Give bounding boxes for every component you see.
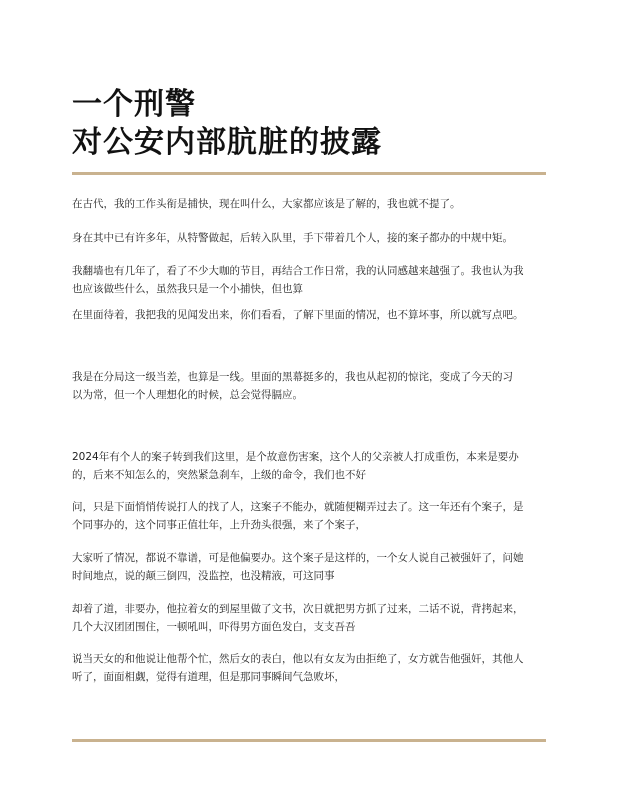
paragraph-line: 说当天女的和他说让他帮个忙，然后女的表白，他以有女友为由拒绝了，女方就告他强奸，其他人	[72, 653, 524, 665]
paragraph-line: 在里面待着，我把我的见闻发出来，你们看看，了解下里面的情况，也不算坏事，所以就写点吧。	[72, 309, 524, 321]
paragraph-1	[72, 195, 548, 213]
paragraph-line: 以为常，但一个人理想化的时候，总会觉得膈应。	[72, 389, 303, 401]
paragraph-line: 我是在分局这一级当差，也算是一线。里面的黑幕挺多的，我也从起初的惊诧，变成了今天的习	[72, 371, 513, 383]
paragraph-line: 2024年有个人的案子转到我们这里，是个故意伤害案，这个人的父亲被人打成重伤，本来是要办	[72, 451, 519, 463]
top-divider	[72, 172, 546, 175]
paragraph-7	[72, 498, 548, 534]
bottom-divider	[72, 739, 546, 742]
paragraph-6	[72, 448, 548, 484]
paragraph-line: 时间地点，说的颠三倒四，没监控，也没精液，可这同事	[72, 570, 335, 582]
paragraph-line: 个同事办的，这个同事正值壮年，上升劲头很强，来了个案子，	[72, 519, 366, 531]
paragraph-line: 身在其中已有许多年，从特警做起，后转入队里，手下带着几个人，接的案子都办的中规中矩。	[72, 232, 513, 244]
paragraph-9	[72, 600, 548, 636]
paragraph-3	[72, 262, 548, 298]
paragraph-5	[72, 368, 548, 404]
title-line-2: 对公安内部肮脏的披露	[72, 125, 382, 160]
paragraph-line: 大家听了情况，都说不靠谱，可是他偏要办。这个案子是这样的，一个女人说自己被强奸了，问她	[72, 552, 524, 564]
paragraph-8	[72, 549, 548, 585]
document-title	[72, 86, 382, 162]
title-line-1: 一个刑警	[72, 87, 196, 122]
paragraph-10	[72, 650, 548, 686]
paragraph-line: 在古代，我的工作头衔是捕快，现在叫什么，大家都应该是了解的，我也就不提了。	[72, 198, 461, 210]
paragraph-line: 我翻墙也有几年了，看了不少大咖的节目，再结合工作日常，我的认同感越来越强了。我也认为我	[72, 265, 524, 277]
paragraph-2	[72, 229, 548, 247]
paragraph-line: 问，只是下面悄悄传说打人的找了人，这案子不能办，就随便糊弄过去了。这一年还有个案子，是	[72, 501, 524, 513]
paragraph-4	[72, 306, 548, 324]
paragraph-line: 的，后来不知怎么的，突然紧急刹车，上级的命令，我们也不好	[72, 469, 366, 481]
paragraph-line: 听了，面面相觑，觉得有道理，但是那同事瞬间气急败坏，	[72, 671, 345, 683]
paragraph-line: 却着了道，非要办，他拉着女的到屋里做了文书，次日就把男方抓了过来，二话不说，背拷起来，	[72, 603, 524, 615]
paragraph-line: 几个大汉团团围住，一顿吼叫，吓得男方面色发白，支支吾吾	[72, 621, 356, 633]
paragraph-line: 也应该做些什么，虽然我只是一个小捕快，但也算	[72, 283, 303, 295]
